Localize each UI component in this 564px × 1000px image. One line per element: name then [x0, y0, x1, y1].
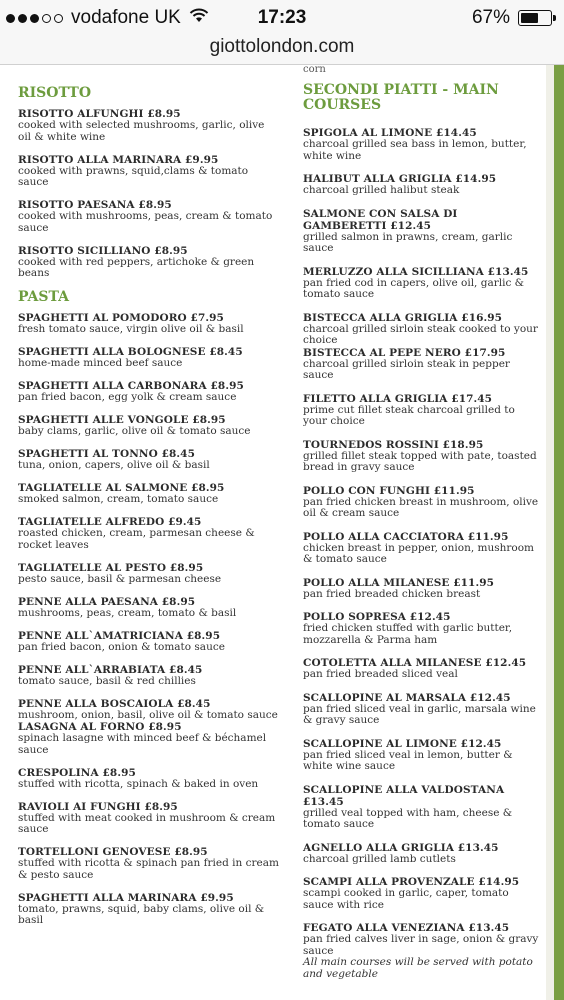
address-bar[interactable] — [0, 36, 564, 65]
dish-description: prime cut fillet steak charcoal grilled to your choice — [303, 403, 515, 427]
menu-item — [303, 784, 541, 831]
dish-description: fresh tomato sauce, virgin olive oil & basil — [18, 323, 244, 335]
dish-name: SPAGHETTI ALLA CARBONARA £8.95 — [18, 380, 244, 392]
cut-off-text: corn — [303, 65, 326, 75]
dish-description: charcoal grilled sirloin steak in pepper sauce — [303, 357, 510, 381]
dish-name: RISOTTO ALLA MARINARA £9.95 — [18, 153, 219, 166]
menu-item — [18, 596, 280, 620]
dish-description: mushrooms, peas, cream, tomato & basil — [18, 606, 237, 619]
menu-item — [303, 738, 541, 773]
url-text: giottolondon.com — [209, 36, 355, 57]
menu-item — [303, 208, 541, 255]
dish-description: cooked with prawns, squid,clams & tomato sauce — [18, 164, 249, 188]
dish-description: spinach lasagne with minced beef & béchamel sauce — [18, 732, 267, 756]
dish-description: baby clams, garlic, olive oil & tomato sauce — [18, 425, 251, 437]
dish-name: TOURNEDOS ROSSINI £18.95 — [303, 438, 484, 451]
dish-name: TAGLIATELLE AL PESTO £8.95 — [18, 561, 204, 574]
menu-item — [18, 892, 280, 927]
menu-item — [18, 380, 280, 404]
dish-name: SCALLOPINE AL LIMONE £12.45 — [303, 737, 502, 750]
dish-description: stuffed with ricotta, spinach & baked in oven — [18, 777, 259, 790]
dish-description: pan fried chicken breast in mushroom, olive oil & cream sauce — [303, 495, 539, 519]
dish-name: FEGATO ALLA VENEZIANA £13.45 — [303, 922, 510, 934]
menu-right-column — [303, 65, 541, 980]
dish-name: POLLO ALLA CACCIATORA £11.95 — [303, 530, 509, 543]
menu-item — [18, 698, 280, 722]
dish-name: SCALLOPINE AL MARSALA £12.45 — [303, 691, 511, 704]
dish-name: POLLO ALLA MILANESE £11.95 — [303, 576, 495, 589]
menu-item — [303, 692, 541, 727]
menu-item — [18, 448, 280, 472]
dish-description: pan fried sliced veal in lemon, butter & white wine sauce — [303, 748, 513, 772]
menu-item — [18, 562, 280, 586]
menu-item — [18, 846, 280, 881]
menu-item — [303, 577, 541, 601]
dish-name: TAGLIATELLE AL SALMONE £8.95 — [18, 482, 225, 494]
status-bar — [0, 0, 564, 36]
dish-name: POLLO SOPRESA £12.45 — [303, 611, 451, 623]
dish-name: RISOTTO SICILLIANO £8.95 — [18, 244, 188, 257]
dish-description: stuffed with meat cooked in mushroom & cream sauce — [18, 811, 276, 835]
dish-description: tomato sauce, basil & red chillies — [18, 674, 196, 687]
dish-description: smoked salmon, cream, tomato sauce — [18, 493, 219, 505]
dish-name: TAGLIATELLE ALFREDO £9.45 — [18, 516, 202, 528]
menu-item — [303, 439, 541, 474]
clock: 17:23 — [257, 7, 307, 28]
dish-description: pan fried breaded chicken breast — [303, 587, 481, 600]
menu-item — [303, 657, 541, 681]
section-heading: PASTA — [18, 289, 69, 305]
menu-item — [303, 842, 541, 866]
menu-item — [303, 393, 541, 428]
menu-item — [18, 312, 280, 336]
dish-description: charcoal grilled sea bass in lemon, butter, white wine — [303, 138, 527, 162]
dish-name: BISTECCA AL PEPE NERO £17.95 — [303, 346, 506, 359]
dish-name: TORTELLONI GENOVESE £8.95 — [18, 846, 208, 858]
dish-description: pan fried sliced veal in garlic, marsala wine & gravy sauce — [303, 702, 536, 726]
dish-name: PENNE ALLA PAESANA £8.95 — [18, 595, 196, 608]
dish-description: stuffed with ricotta & spinach pan fried in cream & pesto sauce — [18, 857, 279, 881]
menu-item — [18, 199, 280, 234]
dish-description: grilled veal topped with ham, cheese & tomato sauce — [303, 806, 513, 830]
dish-description: grilled fillet steak topped with pate, toasted bread in gravy sauce — [303, 449, 537, 473]
dish-name: SCAMPI ALLA PROVENZALE £14.95 — [303, 876, 520, 888]
page-margin — [546, 65, 554, 1000]
section-heading: RISOTTO — [18, 85, 92, 101]
menu-item — [303, 127, 541, 162]
dish-description: pan fried bacon, onion & tomato sauce — [18, 640, 225, 653]
dish-name: AGNELLO ALLA GRIGLIA £13.45 — [303, 841, 499, 854]
menu-left-column — [18, 65, 280, 937]
dish-name: SALMONE CON SALSA DI GAMBERETTI £12.45 — [303, 207, 458, 232]
menu-item — [303, 173, 541, 197]
dish-description: cooked with mushrooms, peas, cream & tomato sauce — [18, 210, 273, 234]
carrier-name: vodafone UK — [71, 7, 181, 28]
menu-item — [303, 876, 541, 911]
dish-description: charcoal grilled sirloin steak cooked to your choice — [303, 322, 538, 346]
dish-name: PENNE ALL`AMATRICIANA £8.95 — [18, 629, 221, 642]
serving-note: All main courses will be served with potato and vegetable — [303, 956, 533, 980]
menu-item — [18, 482, 280, 506]
menu-item — [18, 801, 280, 836]
dish-description: cooked with red peppers, artichoke & green beans — [18, 255, 255, 279]
menu-item — [18, 245, 280, 280]
dish-description: charcoal grilled lamb cutlets — [303, 852, 456, 865]
menu-item — [18, 414, 280, 438]
dish-name: CRESPOLINA £8.95 — [18, 766, 136, 779]
dish-name: SPIGOLA AL LIMONE £14.45 — [303, 127, 477, 139]
menu-item — [303, 347, 541, 382]
dish-name: SPAGHETTI ALLA BOLOGNESE £8.45 — [18, 346, 243, 358]
dish-description: roasted chicken, cream, parmesan cheese & rocket leaves — [18, 527, 255, 551]
section-heading: SECONDI PIATTI - MAIN COURSES — [303, 82, 499, 113]
menu-item — [303, 266, 541, 301]
dish-description: fried chicken stuffed with garlic butter, mozzarella & Parma ham — [303, 622, 513, 646]
dish-name: SPAGHETTI AL TONNO £8.45 — [18, 448, 195, 460]
dish-description: chicken breast in pepper, onion, mushroom & tomato sauce — [303, 541, 534, 565]
dish-name: HALIBUT ALLA GRIGLIA £14.95 — [303, 173, 497, 185]
dish-description: pan fried bacon, egg yolk & cream sauce — [18, 391, 237, 403]
battery-percent: 67% — [471, 7, 510, 28]
dish-name: MERLUZZO ALLA SICILLIANA £13.45 — [303, 265, 529, 278]
battery-icon — [518, 10, 552, 26]
dish-name: LASAGNA AL FORNO £8.95 — [18, 721, 182, 733]
menu-item — [18, 346, 280, 370]
dish-description: home-made minced beef sauce — [18, 357, 183, 369]
dish-name: FILETTO ALLA GRIGLIA £17.45 — [303, 392, 493, 405]
dish-name: PENNE ALLA BOSCAIOLA £8.45 — [18, 697, 211, 710]
battery — [472, 7, 552, 29]
dish-description: tomato, prawns, squid, baby clams, olive oil & basil — [18, 902, 265, 926]
dish-description: pan fried calves liver in sage, onion & gravy sauce — [303, 933, 539, 957]
dish-description: pan fried cod in capers, olive oil, garlic & tomato sauce — [303, 276, 525, 300]
menu-item — [18, 630, 280, 654]
dish-name: SCALLOPINE ALLA VALDOSTANA £13.45 — [303, 783, 505, 808]
menu-item — [18, 767, 280, 791]
menu-item — [18, 664, 280, 688]
menu-item — [303, 312, 541, 347]
dish-name: SPAGHETTI AL POMODORO £7.95 — [18, 312, 224, 324]
dish-name: SPAGHETTI ALLA MARINARA £9.95 — [18, 891, 234, 904]
dish-name: RISOTTO ALFUNGHI £8.95 — [18, 108, 181, 120]
dish-name: PENNE ALL`ARRABIATA £8.45 — [18, 663, 203, 676]
menu-item — [18, 154, 280, 189]
dish-description: cooked with selected mushrooms, garlic, olive oil & white wine — [18, 119, 265, 143]
menu-item — [303, 611, 541, 646]
menu-page — [0, 65, 564, 1000]
dish-description: tuna, onion, capers, olive oil & basil — [18, 459, 210, 471]
dish-name: POLLO CON FUNGHI £11.95 — [303, 484, 475, 497]
menu-item — [18, 516, 280, 551]
dish-description: pan fried breaded sliced veal — [303, 668, 458, 680]
dish-name: BISTECCA ALLA GRIGLIA £16.95 — [303, 311, 503, 324]
dish-name: COTOLETTA ALLA MILANESE £12.45 — [303, 657, 527, 669]
dish-name: SPAGHETTI ALLE VONGOLE £8.95 — [18, 414, 226, 426]
menu-item — [18, 108, 280, 143]
menu-item — [303, 922, 541, 957]
dish-description: charcoal grilled halibut steak — [303, 184, 460, 196]
dish-description: mushroom, onion, basil, olive oil & tomato sauce — [18, 708, 278, 721]
dish-description: pesto sauce, basil & parmesan cheese — [18, 572, 222, 585]
menu-item — [303, 485, 541, 520]
green-side-border — [554, 65, 564, 1000]
menu-item — [18, 721, 280, 756]
menu-item — [303, 531, 541, 566]
dish-description: scampi cooked in garlic, caper, tomato sauce with rice — [303, 887, 509, 911]
dish-name: RISOTTO PAESANA £8.95 — [18, 199, 172, 211]
dish-description: grilled salmon in prawns, cream, garlic sauce — [303, 230, 513, 254]
dish-name: RAVIOLI AI FUNGHI £8.95 — [18, 800, 178, 813]
